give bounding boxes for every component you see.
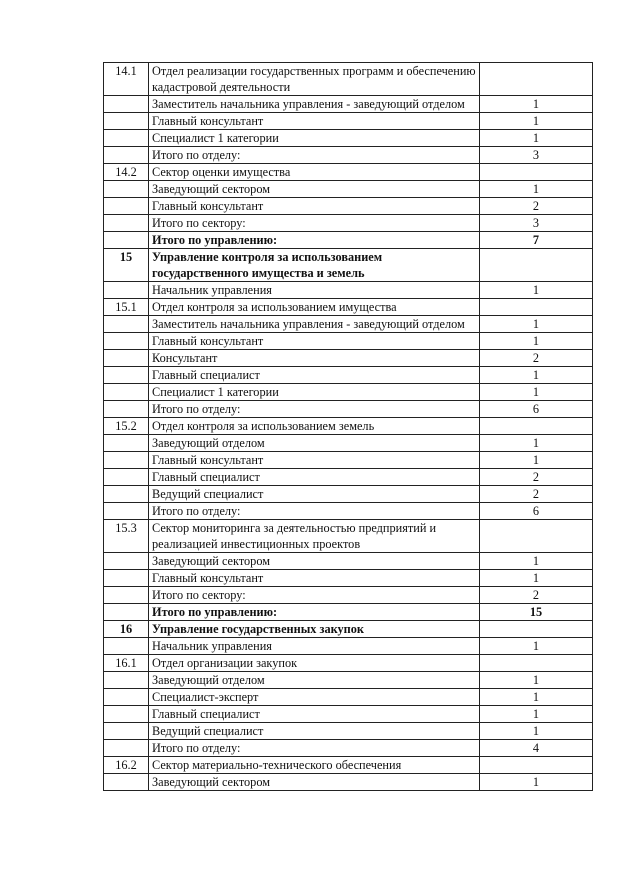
- row-staff-count: 1: [480, 638, 593, 655]
- row-position-name: Итого по сектору:: [149, 587, 480, 604]
- row-number: [104, 570, 149, 587]
- row-number: [104, 198, 149, 215]
- row-staff-count: 4: [480, 740, 593, 757]
- row-number: [104, 282, 149, 299]
- row-staff-count: 1: [480, 181, 593, 198]
- row-position-name: Итого по отделу:: [149, 503, 480, 520]
- row-position-name: Сектор материально-технического обеспечения: [149, 757, 480, 774]
- table-row: [104, 706, 593, 723]
- row-staff-count: 2: [480, 486, 593, 503]
- row-staff-count: [480, 164, 593, 181]
- row-position-name: Главный специалист: [149, 367, 480, 384]
- row-number: [104, 486, 149, 503]
- row-staff-count: 2: [480, 587, 593, 604]
- row-staff-count: 3: [480, 147, 593, 164]
- row-staff-count: 1: [480, 316, 593, 333]
- table-row: [104, 638, 593, 655]
- row-number: [104, 452, 149, 469]
- table-row: [104, 486, 593, 503]
- row-position-name: Итого по отделу:: [149, 147, 480, 164]
- row-position-name: Главный консультант: [149, 113, 480, 130]
- row-position-name: Отдел контроля за использованием земель: [149, 418, 480, 435]
- table-row: [104, 553, 593, 570]
- staff-table: [103, 62, 593, 791]
- table-row: [104, 215, 593, 232]
- row-position-name: Управление контроля за использованием государственного имущества и земель: [149, 249, 480, 282]
- row-position-name: Специалист 1 категории: [149, 130, 480, 147]
- row-position-name: Главный специалист: [149, 706, 480, 723]
- row-number: [104, 401, 149, 418]
- table-row: [104, 723, 593, 740]
- row-staff-count: 1: [480, 706, 593, 723]
- row-staff-count: 3: [480, 215, 593, 232]
- row-number: 15.3: [104, 520, 149, 553]
- row-staff-count: [480, 757, 593, 774]
- row-position-name: Главный консультант: [149, 570, 480, 587]
- table-row: [104, 249, 593, 282]
- table-row: [104, 63, 593, 96]
- row-staff-count: 1: [480, 774, 593, 791]
- table-row: [104, 384, 593, 401]
- table-row: [104, 655, 593, 672]
- row-staff-count: [480, 299, 593, 316]
- row-number: 14.1: [104, 63, 149, 96]
- row-number: 16.1: [104, 655, 149, 672]
- row-staff-count: 1: [480, 689, 593, 706]
- row-number: [104, 215, 149, 232]
- row-number: [104, 350, 149, 367]
- row-number: [104, 181, 149, 198]
- table-row: [104, 198, 593, 215]
- row-staff-count: 1: [480, 282, 593, 299]
- row-staff-count: [480, 621, 593, 638]
- row-number: [104, 316, 149, 333]
- row-number: [104, 232, 149, 249]
- row-number: [104, 723, 149, 740]
- row-number: [104, 604, 149, 621]
- row-number: [104, 469, 149, 486]
- table-row: [104, 96, 593, 113]
- table-row: [104, 113, 593, 130]
- row-position-name: Сектор мониторинга за деятельностью предприятий и реализацией инвестиционных проектов: [149, 520, 480, 553]
- row-staff-count: 2: [480, 469, 593, 486]
- row-number: [104, 638, 149, 655]
- table-row: [104, 367, 593, 384]
- row-staff-count: 1: [480, 672, 593, 689]
- table-row: [104, 333, 593, 350]
- row-number: 16.2: [104, 757, 149, 774]
- row-staff-count: 6: [480, 401, 593, 418]
- row-staff-count: 1: [480, 435, 593, 452]
- row-position-name: Заведующий отделом: [149, 672, 480, 689]
- row-staff-count: 1: [480, 452, 593, 469]
- table-row: [104, 469, 593, 486]
- row-number: 15.2: [104, 418, 149, 435]
- row-position-name: Главный консультант: [149, 198, 480, 215]
- table-row: [104, 316, 593, 333]
- row-position-name: Заведующий сектором: [149, 553, 480, 570]
- table-row: [104, 774, 593, 791]
- row-number: 14.2: [104, 164, 149, 181]
- table-row: [104, 452, 593, 469]
- row-position-name: Главный специалист: [149, 469, 480, 486]
- table-row: [104, 418, 593, 435]
- row-number: [104, 553, 149, 570]
- row-number: [104, 435, 149, 452]
- row-position-name: Главный консультант: [149, 452, 480, 469]
- staff-table-container: [103, 62, 589, 791]
- row-number: 15.1: [104, 299, 149, 316]
- row-staff-count: 1: [480, 553, 593, 570]
- row-position-name: Итого по сектору:: [149, 215, 480, 232]
- row-position-name: Специалист 1 категории: [149, 384, 480, 401]
- table-row: [104, 570, 593, 587]
- row-position-name: Начальник управления: [149, 638, 480, 655]
- row-staff-count: 1: [480, 130, 593, 147]
- row-position-name: Специалист-эксперт: [149, 689, 480, 706]
- row-number: [104, 367, 149, 384]
- row-staff-count: 7: [480, 232, 593, 249]
- row-position-name: Заведующий сектором: [149, 181, 480, 198]
- row-position-name: Начальник управления: [149, 282, 480, 299]
- row-position-name: Управление государственных закупок: [149, 621, 480, 638]
- row-staff-count: 2: [480, 198, 593, 215]
- row-staff-count: 1: [480, 570, 593, 587]
- row-staff-count: [480, 520, 593, 553]
- row-position-name: Итого по управлению:: [149, 232, 480, 249]
- row-number: [104, 96, 149, 113]
- table-row: [104, 604, 593, 621]
- row-position-name: Заместитель начальника управления - заведующий отделом: [149, 96, 480, 113]
- row-number: [104, 384, 149, 401]
- table-row: [104, 520, 593, 553]
- table-row: [104, 435, 593, 452]
- table-row: [104, 147, 593, 164]
- row-position-name: Итого по отделу:: [149, 401, 480, 418]
- table-row: [104, 232, 593, 249]
- table-row: [104, 350, 593, 367]
- row-number: [104, 503, 149, 520]
- row-position-name: Отдел контроля за использованием имущества: [149, 299, 480, 316]
- row-number: [104, 333, 149, 350]
- table-row: [104, 672, 593, 689]
- row-position-name: Заведующий отделом: [149, 435, 480, 452]
- table-row: [104, 621, 593, 638]
- staff-table-body: [104, 63, 593, 791]
- table-row: [104, 401, 593, 418]
- row-number: [104, 740, 149, 757]
- row-staff-count: [480, 655, 593, 672]
- table-row: [104, 299, 593, 316]
- row-position-name: Заведующий сектором: [149, 774, 480, 791]
- row-staff-count: 1: [480, 367, 593, 384]
- row-staff-count: 6: [480, 503, 593, 520]
- row-number: 16: [104, 621, 149, 638]
- table-row: [104, 587, 593, 604]
- table-row: [104, 181, 593, 198]
- row-staff-count: 1: [480, 113, 593, 130]
- row-number: [104, 774, 149, 791]
- row-number: 15: [104, 249, 149, 282]
- row-position-name: Отдел организации закупок: [149, 655, 480, 672]
- table-row: [104, 503, 593, 520]
- row-number: [104, 672, 149, 689]
- row-staff-count: 2: [480, 350, 593, 367]
- row-staff-count: [480, 63, 593, 96]
- row-number: [104, 587, 149, 604]
- row-number: [104, 130, 149, 147]
- row-staff-count: 1: [480, 96, 593, 113]
- row-position-name: Ведущий специалист: [149, 723, 480, 740]
- table-row: [104, 689, 593, 706]
- table-row: [104, 757, 593, 774]
- row-staff-count: 15: [480, 604, 593, 621]
- row-position-name: Итого по управлению:: [149, 604, 480, 621]
- row-staff-count: 1: [480, 723, 593, 740]
- row-staff-count: [480, 249, 593, 282]
- row-position-name: Ведущий специалист: [149, 486, 480, 503]
- table-row: [104, 130, 593, 147]
- table-row: [104, 740, 593, 757]
- row-position-name: Консультант: [149, 350, 480, 367]
- row-staff-count: 1: [480, 384, 593, 401]
- row-number: [104, 113, 149, 130]
- row-staff-count: [480, 418, 593, 435]
- row-staff-count: 1: [480, 333, 593, 350]
- row-position-name: Заместитель начальника управления - заведующий отделом: [149, 316, 480, 333]
- table-row: [104, 282, 593, 299]
- row-number: [104, 706, 149, 723]
- row-position-name: Главный консультант: [149, 333, 480, 350]
- row-number: [104, 147, 149, 164]
- row-position-name: Итого по отделу:: [149, 740, 480, 757]
- row-position-name: Отдел реализации государственных программ и обеспечению кадастровой деятельности: [149, 63, 480, 96]
- row-number: [104, 689, 149, 706]
- table-row: [104, 164, 593, 181]
- row-position-name: Сектор оценки имущества: [149, 164, 480, 181]
